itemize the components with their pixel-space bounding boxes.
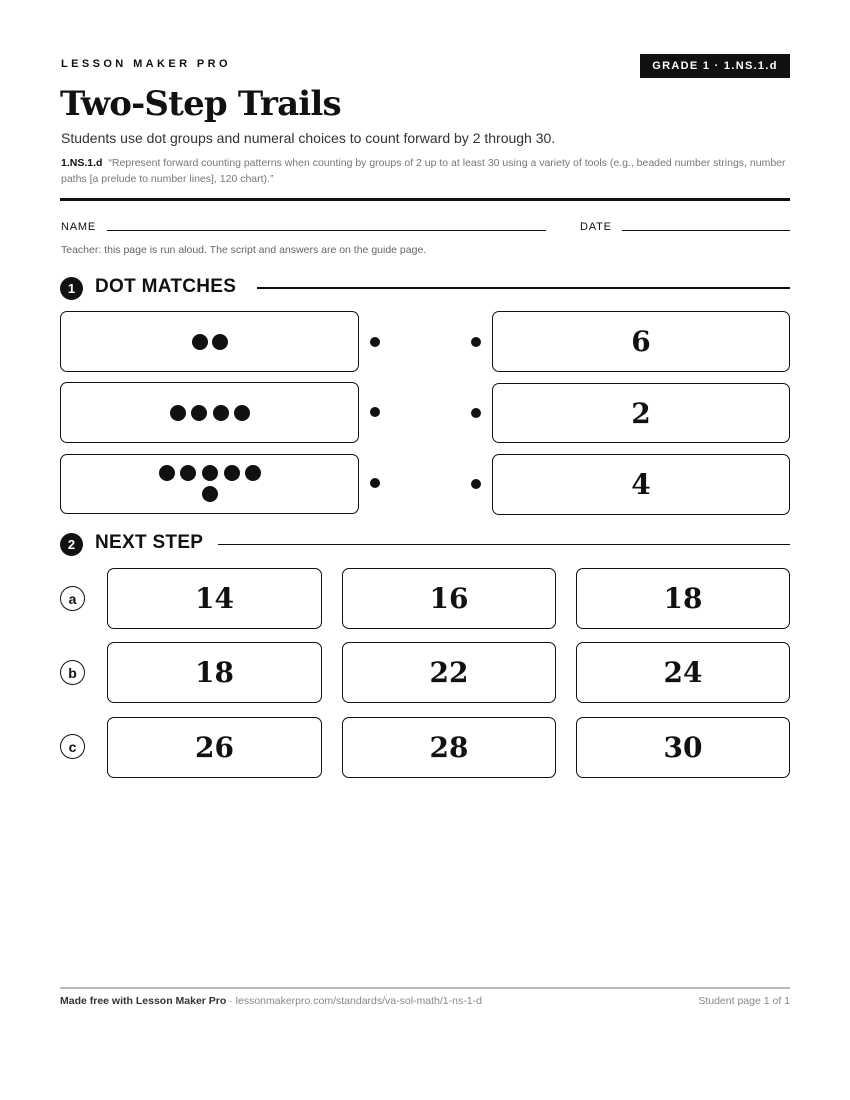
answer-choice[interactable] bbox=[342, 717, 556, 778]
footer-made-with: Made free with Lesson Maker Pro bbox=[60, 995, 227, 1007]
dot-group-box[interactable] bbox=[60, 454, 359, 514]
choice-numeral: 18 bbox=[663, 582, 703, 615]
section-title: DOT MATCHES bbox=[95, 276, 237, 297]
brand-name: LESSON MAKER PRO bbox=[61, 58, 231, 70]
row-letter-badge: c bbox=[60, 734, 85, 759]
connector-dot[interactable] bbox=[471, 479, 481, 489]
dot-group-box[interactable] bbox=[60, 382, 359, 443]
dot bbox=[159, 465, 175, 481]
name-field[interactable] bbox=[107, 230, 546, 231]
standard-description bbox=[61, 155, 791, 187]
dot bbox=[170, 405, 186, 421]
choice-numeral: 24 bbox=[663, 656, 703, 689]
dot bbox=[191, 405, 207, 421]
standard-code: 1.NS.1.d bbox=[61, 157, 103, 169]
answer-choice[interactable] bbox=[107, 642, 322, 703]
answer-choice[interactable] bbox=[107, 717, 322, 778]
dot bbox=[245, 465, 261, 481]
numeral-box[interactable] bbox=[492, 311, 790, 372]
connector-dot[interactable] bbox=[471, 408, 481, 418]
choice-numeral: 18 bbox=[195, 656, 234, 689]
choice-numeral: 26 bbox=[195, 731, 234, 764]
answer-choice[interactable] bbox=[342, 642, 556, 703]
connector-dot[interactable] bbox=[370, 337, 380, 347]
section-rule bbox=[218, 544, 790, 545]
numeral: 2 bbox=[631, 396, 651, 430]
section-rule bbox=[257, 287, 790, 289]
numeral: 6 bbox=[631, 325, 651, 358]
choice-numeral: 30 bbox=[663, 731, 703, 764]
grade-badge: GRADE 1 · 1.NS.1.d bbox=[640, 54, 790, 78]
dot bbox=[213, 405, 229, 421]
choice-numeral: 22 bbox=[429, 656, 469, 689]
section-title: NEXT STEP bbox=[95, 532, 204, 553]
section-number-badge: 2 bbox=[60, 533, 83, 556]
teacher-note: Teacher: this page is run aloud. The script and answers are on the guide page. bbox=[61, 244, 427, 256]
dot bbox=[234, 405, 250, 421]
dot bbox=[192, 334, 208, 350]
name-label: NAME bbox=[61, 221, 96, 233]
connector-dot[interactable] bbox=[370, 407, 380, 417]
footer-credit bbox=[60, 995, 482, 1007]
answer-choice[interactable] bbox=[107, 568, 322, 629]
date-label: DATE bbox=[580, 221, 612, 233]
connector-dot[interactable] bbox=[471, 337, 481, 347]
dot bbox=[212, 334, 228, 350]
numeral-box[interactable] bbox=[492, 454, 790, 515]
footer-url[interactable]: · lessonmakerpro.com/standards/va-sol-math/1-ns-1-d bbox=[226, 995, 482, 1007]
dot bbox=[202, 465, 218, 481]
section-next-step-header bbox=[60, 529, 790, 555]
page-subtitle: Students use dot groups and numeral choices to count forward by 2 through 30. bbox=[61, 130, 556, 146]
answer-choice[interactable] bbox=[342, 568, 556, 629]
date-field[interactable] bbox=[622, 230, 790, 231]
header-divider bbox=[60, 198, 790, 201]
row-letter-badge: b bbox=[60, 660, 85, 685]
section-dot-matches-header bbox=[60, 273, 790, 299]
choice-numeral: 14 bbox=[195, 582, 234, 615]
connector-dot[interactable] bbox=[370, 478, 380, 488]
choice-numeral: 16 bbox=[429, 582, 469, 615]
answer-choice[interactable] bbox=[576, 642, 790, 703]
answer-choice[interactable] bbox=[576, 717, 790, 778]
dot bbox=[202, 486, 218, 502]
dot-group-box[interactable] bbox=[60, 311, 359, 372]
footer-page-number: Student page 1 of 1 bbox=[698, 995, 790, 1007]
dot bbox=[224, 465, 240, 481]
numeral-box[interactable] bbox=[492, 383, 790, 443]
choice-numeral: 28 bbox=[429, 731, 469, 764]
standard-text: “Represent forward counting patterns when counting by groups of 2 up to at least 30 using a variety of tools (e.g., beaded number strings, number paths [a prelude to number lines], 120 chart).” bbox=[61, 157, 786, 185]
footer-divider bbox=[60, 987, 790, 989]
numeral: 4 bbox=[631, 468, 651, 501]
row-letter-badge: a bbox=[60, 586, 85, 611]
page-title: Two-Step Trails bbox=[60, 84, 341, 124]
dot bbox=[180, 465, 196, 481]
answer-choice[interactable] bbox=[576, 568, 790, 629]
section-number-badge: 1 bbox=[60, 277, 83, 300]
name-date-row bbox=[61, 221, 790, 235]
